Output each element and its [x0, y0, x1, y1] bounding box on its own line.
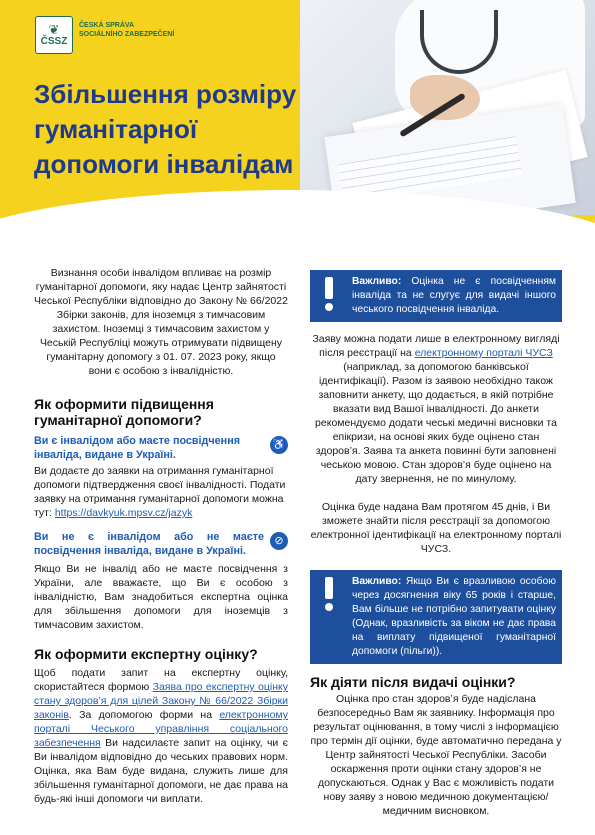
section2-text-a: Щоб подати запит на експертну оцінку, скористайтеся формою — [34, 667, 288, 693]
title-line3: допомоги інвалідам — [34, 149, 294, 179]
davky-link[interactable]: https://davkyuk.mpsv.cz/jazyk — [54, 507, 193, 519]
section2-text-b: . За допомогою форми на — [68, 709, 213, 721]
exclamation-icon — [318, 577, 340, 611]
important-notice-1 — [310, 270, 562, 322]
section3-para: Оцінка про стан здоров’я буде надіслана безпосередньо Вам як заявнику. Інформація про результат оцінювання, в тому числі з інформацією про термін дії оцінки, буде автоматично передана у Центр зайнятості Чеської Республіки. Засоби оскарження проти оцінки стану здоров’я не допускаються. Однак у Вас є можливість подати нову заяву з новою медичною документацією/ медичним висновком. — [310, 693, 562, 817]
sub1-block — [34, 434, 288, 462]
right-para1-a: Заяву можна подати лише в електронному вигляді після реєстрації на — [312, 333, 560, 359]
right-para1-b: (наприклад, за допомогою банківської ідентифікації). Разом із заявою необхідно також заповнити анкету, що додається, в якій потрібне вказати вид Вашої інвалідності. До анкети рекомендуємо додати чеські медичні висновки та епікризи, на основі яких буде оцінено стан здоров’я. Заява та анкета повинні бути заповнені чеською мовою. Стан здоров’я буде оцінено на дату звернення, не по минулому. — [315, 361, 557, 485]
right-para2: Оцінка буде надана Вам протягом 45 днів, і Ви зможете знайти після реєстрації за допомогою електронної ідентифікації на електронному порталі ЧУСЗ. — [310, 501, 562, 555]
title-line1: Збільшення розміру — [34, 79, 297, 109]
left-column — [34, 266, 288, 806]
portal-link[interactable]: електронному порталі Чеського управління соціального забезпечення — [34, 709, 288, 749]
cssz-logo — [35, 16, 174, 54]
cssz-portal-link[interactable]: електронному порталі ЧУСЗ — [414, 347, 553, 359]
sub1-title: Ви є інвалідом або маєте посвідчення інваліда, видане в Україні. — [34, 435, 241, 461]
section1-para1 — [34, 464, 288, 520]
title-line2: гуманітарної — [34, 114, 198, 144]
logo-text — [79, 21, 174, 39]
notice2-text: Якщо Ви є вразливою особою через досягнення віку 65 років і старше, Вам більше не потрібно запитувати оцінку (Однак, вразливість за віком не дає права на виплату підвищеної гуманітарної допомоги (пільги)). — [352, 576, 556, 657]
exclamation-icon — [318, 277, 340, 311]
notice2-label: Важливо: — [352, 576, 402, 587]
logo-mark — [35, 16, 73, 54]
logo-abbr: ČSSZ — [40, 35, 68, 47]
page-title — [34, 77, 334, 182]
doctor-photo — [300, 0, 595, 215]
right-column — [310, 270, 562, 818]
section2-text-c: Ви надсилаєте запит на оцінку, чи є Ви інвалідом відповідно до чеських правових норм. Оцінка, яка Вам буде видана, служить лише для збільшення гуманітарної допомоги, не дає права на будь-які інші допомоги чи виплати. — [34, 737, 288, 805]
section1-heading: Як оформити підвищення гуманітарної допомоги? — [34, 396, 214, 428]
no-disability-icon: ⊘ — [270, 532, 288, 550]
section1-para1-text: Ви додаєте до заявки на отримання гуманітарної допомоги підтвердження своєї інвалідності. Подати заявку на отримання гуманітарної допомоги можна тут: — [34, 465, 286, 519]
logo-line2: SOCIÁLNÍHO ZABEZPEČENÍ — [79, 31, 175, 38]
leaf-icon: ❦ — [48, 21, 60, 37]
section2-para — [34, 666, 288, 806]
sub2-title: Ви не є інвалідом або не маєте посвідчення інваліда, видане в Україні. — [34, 531, 264, 557]
notice1-label: Важливо: — [352, 276, 402, 287]
form-link[interactable]: Заява про експертну оцінку стану здоров’я для цілей Закону № 66/2022 Збірки законів — [34, 681, 288, 721]
right-para1 — [310, 332, 562, 486]
section2-heading: Як оформити експертну оцінку? — [34, 646, 258, 662]
intro-paragraph: Визнання особи інвалідом впливає на розмір гуманітарної допомоги, яку надає Центр зайнятості Чеської Республіки відповідно до Закону № 66/2022 Збірки законів, для іноземця з тимчасовим захистом. Іноземці з тимчасовим захистом у Чеській Республіці можуть отримувати підвищену гуманітарну допомогу з 01. 07. 2023 року, якщо вони є особою з інвалідністю. — [34, 267, 288, 377]
sub2-block — [34, 530, 288, 558]
important-notice-2 — [310, 570, 562, 664]
logo-line1: ČESKÁ SPRÁVA — [79, 22, 135, 29]
wheelchair-icon: ♿ — [270, 436, 288, 454]
notice1-text: Оцінка не є посвідченням інваліда та не слугує для видачі іншого чеського посвідчення інваліда. — [352, 276, 556, 315]
section3-heading: Як діяти після видачі оцінки? — [310, 674, 516, 690]
section1-para2: Якщо Ви не інвалід або не маєте посвідчення з України, але вважаєте, що Ви є особою з інвалідністю, Вам знадобиться експертна оцінка для збільшення допомоги для іноземців з тимчасовим захистом. — [34, 563, 288, 631]
